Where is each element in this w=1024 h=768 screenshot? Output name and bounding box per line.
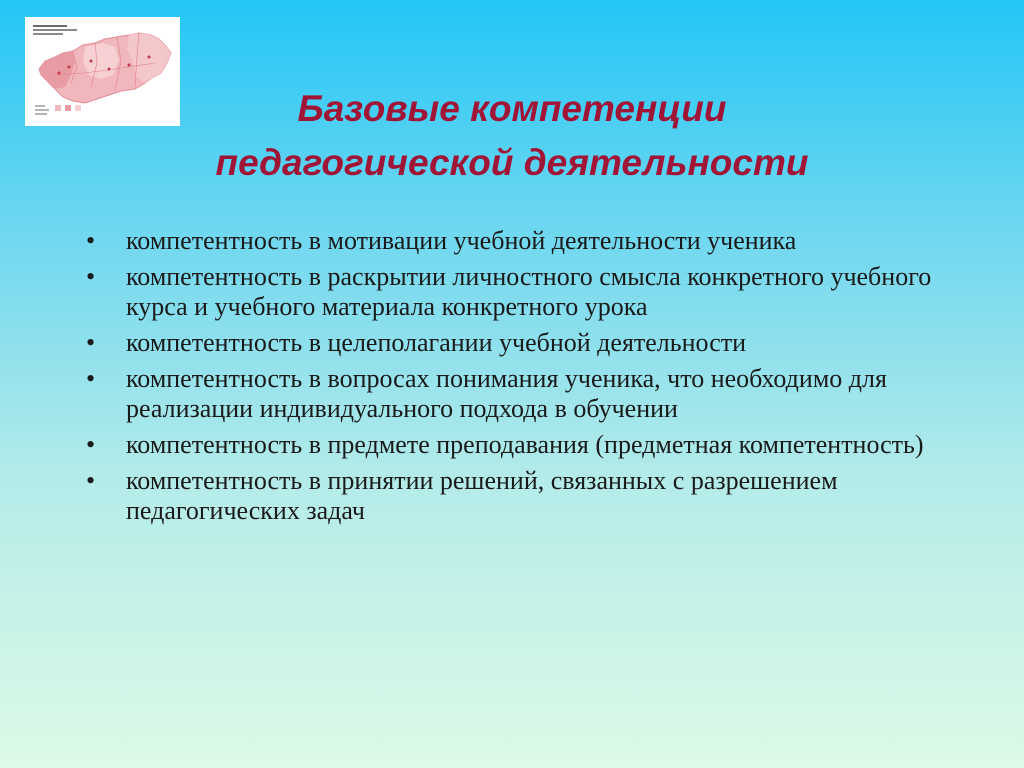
list-item-text: компетентность в предмете преподавания (предметная компетентность) — [126, 430, 924, 459]
bullet-icon: • — [86, 262, 96, 291]
title-line-1: Базовые компетенции — [297, 88, 727, 129]
list-item-text: компетентность в мотивации учебной деятельности ученика — [126, 226, 797, 255]
list-item — [86, 226, 986, 256]
list-item — [86, 466, 986, 526]
map-central-region — [83, 43, 119, 79]
bullet-icon: • — [86, 226, 96, 255]
competency-list — [86, 226, 986, 532]
list-item — [86, 262, 986, 322]
list-item-text: компетентность в принятии решений, связанных с разрешением педагогических задач — [126, 466, 838, 525]
title-line-2: педагогической деятельности — [215, 142, 809, 183]
list-item-text: компетентность в раскрытии личностного смысла конкретного учебного курса и учебного материала конкретного урока — [126, 262, 932, 321]
bullet-icon: • — [86, 430, 96, 459]
list-item-text: компетентность в целеполагании учебной деятельности — [126, 328, 747, 357]
list-item — [86, 328, 986, 358]
bullet-icon: • — [86, 364, 96, 393]
bullet-icon: • — [86, 328, 96, 357]
list-item — [86, 430, 986, 460]
list-item-text: компетентность в вопросах понимания ученика, что необходимо для реализации индивидуального подхода в обучении — [126, 364, 887, 423]
bullet-icon: • — [86, 466, 96, 495]
slide-title — [60, 82, 964, 190]
list-item — [86, 364, 986, 424]
